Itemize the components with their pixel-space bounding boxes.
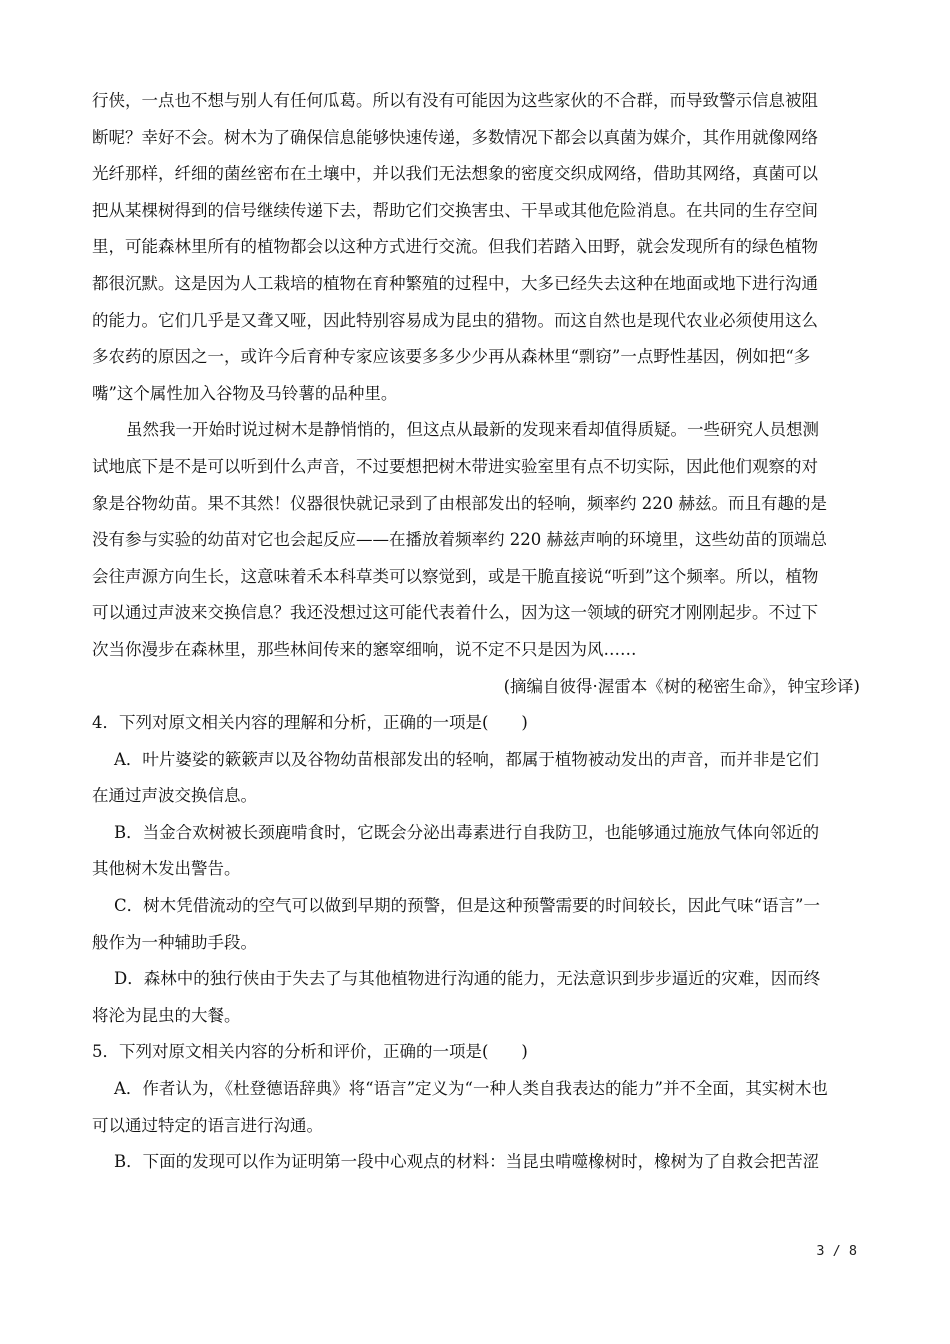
passage-paragraph-2	[92, 412, 860, 668]
option-line: 可以通过特定的语言进行沟通。	[92, 1115, 323, 1135]
source-citation: (摘编自彼得·渥雷本《树的秘密生命》，钟宝珍译)	[503, 676, 860, 696]
text-line: 象是谷物幼苗。果不其然！仪器很快就记录到了由根部发出的轻响，频率约 220 赫兹。而且有趣的是	[92, 493, 827, 513]
text-line: 行侠，一点也不想与别人有任何瓜葛。所以有没有可能因为这些家伙的不合群，而导致警示信息被阻	[92, 91, 818, 110]
text-line: 里，可能森林里所有的植物都会以这种方式进行交流。但我们若踏入田野，就会发现所有的绿色植物	[92, 237, 818, 257]
option-line: 般作为一种辅助手段。	[92, 932, 257, 952]
option-line: 其他树木发出警告。	[92, 859, 241, 879]
text-line: 嘴”这个属性加入谷物及马铃薯的品种里。	[92, 383, 398, 403]
option-c	[92, 888, 860, 961]
text-line: 可以通过声波来交换信息？我还没想过这可能代表着什么，因为这一领域的研究才刚刚起步。不过下	[92, 603, 818, 623]
option-d	[92, 961, 860, 1034]
text-line: 多农药的原因之一，或许今后育种专家应该要多多少少再从森林里“剽窃”一点野性基因，例如把“多	[92, 347, 811, 367]
question-4	[92, 705, 860, 1034]
option-a	[92, 1071, 860, 1144]
option-line: B．下面的发现可以作为证明第一段中心观点的材料：当昆虫啃噬橡树时，橡树为了自救会把苦涩	[114, 1152, 820, 1172]
text-line: 次当你漫步在森林里，那些林间传来的窸窣细响，说不定不只是因为风……	[92, 639, 637, 659]
option-line: D．森林中的独行侠由于失去了与其他植物进行沟通的能力，无法意识到步步逼近的灾难，因而终	[114, 969, 821, 989]
text-line: 把从某棵树得到的信号继续传递下去，帮助它们交换害虫、干旱或其他危险消息。在共同的生存空间	[92, 200, 818, 220]
question-stem: 4．下列对原文相关内容的理解和分析，正确的一项是( )	[92, 713, 528, 733]
option-a	[92, 742, 860, 815]
text-line: 试地底下是不是可以听到什么声音，不过要想把树木带进实验室里有点不切实际，因此他们观察的对	[92, 456, 818, 476]
option-b	[92, 815, 860, 888]
option-line: A．叶片婆娑的簌簌声以及谷物幼苗根部发出的轻响，都属于植物被动发出的声音，而并非是它们	[114, 749, 819, 769]
text-line: 光纤那样，纤细的菌丝密布在土壤中，并以我们无法想象的密度交织成网络，借助其网络，真菌可以	[92, 164, 818, 184]
text-line: 没有参与实验的幼苗对它也会起反应——在播放着频率约 220 赫兹声响的环境里，这些幼苗的顶端总	[92, 530, 827, 550]
option-line: B．当金合欢树被长颈鹿啃食时，它既会分泌出毒素进行自我防卫，也能够通过施放气体向邻近的	[114, 822, 820, 842]
page-content	[92, 83, 860, 1181]
option-line: 将沦为昆虫的大餐。	[92, 1005, 241, 1025]
text-line: 虽然我一开始时说过树木是静悄悄的，但这点从最新的发现来看却值得质疑。一些研究人员想测	[126, 420, 819, 440]
text-line: 断呢？幸好不会。树木为了确保信息能够快速传递，多数情况下都会以真菌为媒介，其作用就像网络	[92, 127, 818, 147]
option-line: C．树木凭借流动的空气可以做到早期的预警，但是这种预警需要的时间较长，因此气味“语言”一	[114, 896, 820, 916]
page-number: 3 / 8	[816, 1243, 857, 1259]
passage-paragraph-1	[92, 83, 860, 412]
option-line: A．作者认为，《杜登德语辞典》将“语言”定义为“一种人类自我表达的能力”并不全面，其实树木也	[114, 1079, 828, 1099]
question-stem: 5．下列对原文相关内容的分析和评价，正确的一项是( )	[92, 1042, 528, 1062]
text-line: 的能力。它们几乎是又聋又哑，因此特别容易成为昆虫的猎物。而这自然也是现代农业必须使用这么	[92, 310, 818, 330]
option-b	[92, 1144, 860, 1181]
question-5	[92, 1034, 860, 1180]
text-line: 会往声源方向生长，这意味着禾本科草类可以察觉到，或是干脆直接说“听到”这个频率。所以，植物	[92, 566, 819, 586]
option-line: 在通过声波交换信息。	[92, 786, 257, 806]
text-line: 都很沉默。这是因为人工栽培的植物在育种繁殖的过程中，大多已经失去这种在地面或地下进行沟通	[92, 273, 818, 293]
